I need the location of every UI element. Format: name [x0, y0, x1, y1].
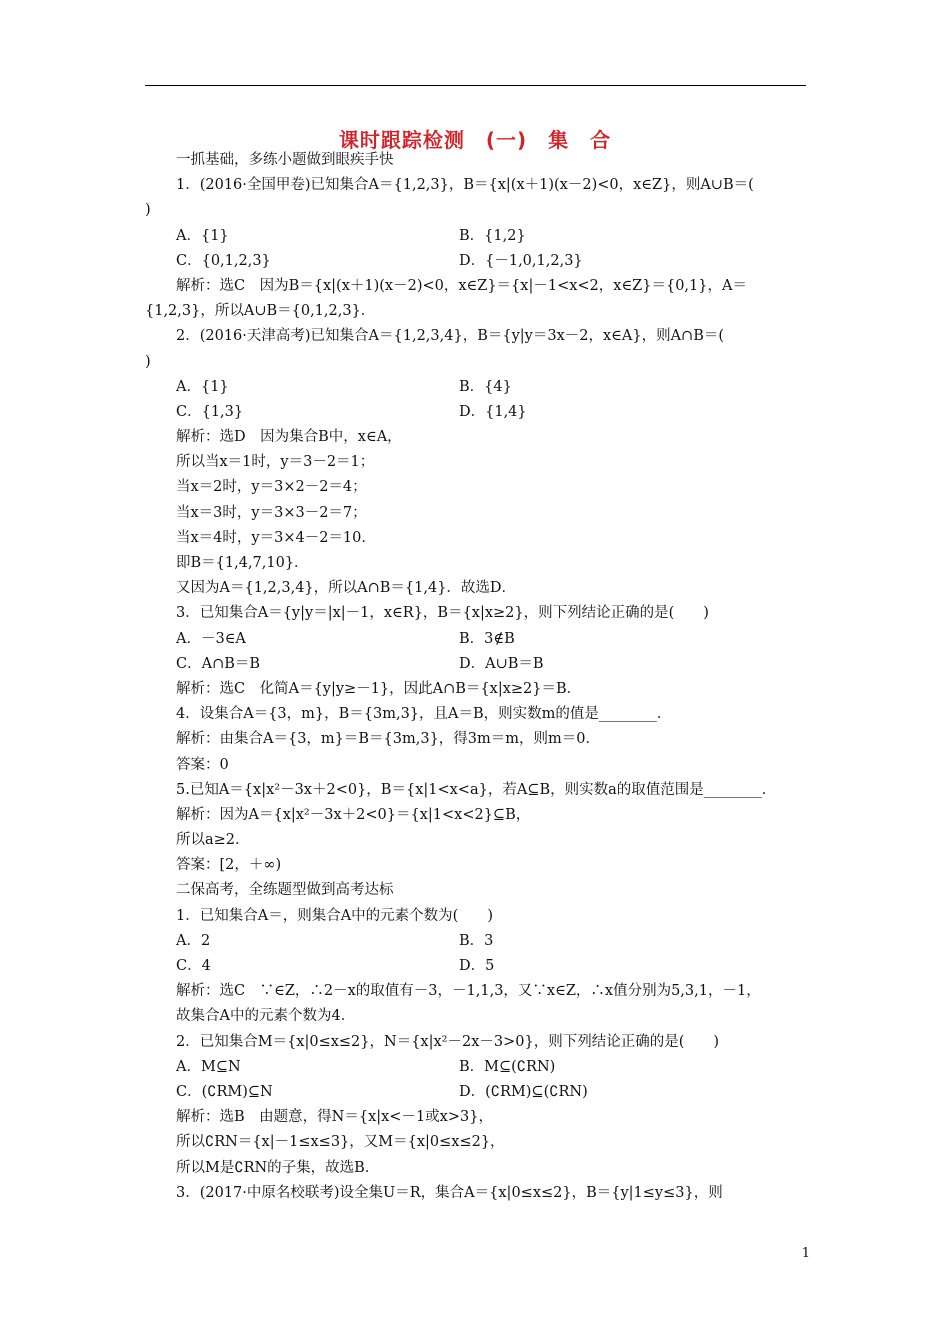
solution-text: 当x＝4时，y＝3×4－2＝10． — [176, 529, 376, 546]
solution-text: 所以M是∁RN的子集，故选B． — [176, 1159, 380, 1176]
header-rule — [145, 85, 806, 86]
solution-text: 解析：选B 由题意，得N＝{x|x<－1或x>3}， — [176, 1109, 493, 1126]
question-text: 2．(2016·天津高考)已知集合A＝{1,2,3,4}，B＝{y|y＝3x－2，x∈A}，则A∩B＝( — [176, 328, 725, 345]
option-row — [145, 954, 806, 979]
option-b: B．M⊆(∁RN) — [459, 1058, 556, 1075]
solution-text: 所以a≥2． — [176, 832, 250, 849]
option-b: B．3∉B — [459, 630, 515, 647]
option-d: D．A∪B＝B — [459, 655, 544, 672]
document-body — [145, 148, 806, 1206]
solution-text: 解析：选C ∵∈Z，∴2－x的取值有－3，－1,1,3，又∵x∈Z，∴x值分别为5,3,1，－1， — [176, 983, 761, 1000]
option-b: B．{4} — [459, 378, 512, 395]
option-d: D．{－1,0,1,2,3} — [459, 252, 583, 269]
option-row — [145, 1080, 806, 1105]
question-text: 4．设集合A＝{3，m}，B＝{3m,3}，且A＝B，则实数m的值是________． — [176, 706, 672, 723]
section-heading: 二保高考，全练题型做到高考达标 — [176, 882, 394, 899]
option-d: D．(∁RM)⊆(∁RN) — [459, 1083, 588, 1100]
solution-text: 当x＝3时，y＝3×3－2＝7； — [176, 504, 367, 521]
solution-text: 又因为A＝{1,2,3,4}，所以A∩B＝{1,4}．故选D． — [176, 580, 517, 597]
option-row — [145, 249, 806, 274]
solution-text: 当x＝2时，y＝3×2－2＝4； — [176, 479, 367, 496]
solution-text: 解析：因为A＝{x|x²－3x＋2<0}＝{x|1<x<2}⊆B， — [176, 806, 531, 823]
option-b: B．{1,2} — [459, 227, 526, 244]
question-text: 1．已知集合A＝，则集合A中的元素个数为( ) — [176, 907, 493, 924]
solution-text: 解析：选C 化简A＝{y|y≥－1}，因此A∩B＝{x|x≥2}＝B． — [176, 680, 582, 697]
question-text: ) — [145, 353, 151, 370]
solution-text: 即B＝{1,4,7,10}． — [176, 555, 309, 571]
solution-text: 解析：由集合A＝{3，m}＝B＝{3m,3}，得3m＝m，则m＝0． — [176, 731, 601, 748]
solution-text: 解析：选D 因为集合B中，x∈A， — [176, 429, 402, 446]
option-row — [145, 1055, 806, 1080]
answer-text: 答案：0 — [176, 756, 229, 773]
option-row — [145, 375, 806, 400]
solution-text: 解析：选C 因为B＝{x|(x＋1)(x－2)<0，x∈Z}＝{x|－1<x<2，x∈Z}＝{0,1}，A＝ — [176, 277, 747, 294]
option-c: C．{0,1,2,3} — [176, 252, 271, 269]
option-c: C．4 — [176, 958, 211, 974]
section-heading: 一抓基础，多练小题做到眼疾手快 — [176, 152, 394, 168]
option-a: A．{1} — [176, 378, 229, 395]
solution-text: 故集合A中的元素个数为4． — [176, 1008, 356, 1025]
option-b: B．3 — [459, 932, 494, 949]
option-c: C．{1,3} — [176, 403, 244, 420]
option-d: D．5 — [459, 958, 495, 974]
option-row — [145, 652, 806, 677]
page-title: 课时跟踪检测 (一) 集 合 — [338, 128, 612, 152]
option-c: C．A∩B＝B — [176, 655, 261, 672]
option-a: A．{1} — [176, 227, 229, 244]
option-row — [145, 627, 806, 652]
answer-text: 答案：[2，＋∞) — [176, 857, 282, 874]
solution-text: {1,2,3}，所以A∪B＝{0,1,2,3}． — [145, 303, 376, 320]
option-row — [145, 400, 806, 425]
question-text: 5.已知A＝{x|x²－3x＋2<0}，B＝{x|1<x<a}，若A⊆B，则实数a的取值范围是________． — [176, 781, 777, 798]
option-row — [145, 224, 806, 249]
solution-text: 所以当x＝1时，y＝3－2＝1； — [176, 454, 375, 471]
option-a: A．－3∈A — [176, 630, 246, 647]
option-a: A．2 — [176, 932, 211, 949]
question-text: 1．(2016·全国甲卷)已知集合A＝{1,2,3}，B＝{x|(x＋1)(x－2)<0，x∈Z}，则A∪B＝( — [176, 177, 754, 194]
solution-text: 所以∁RN＝{x|－1≤x≤3}，又M＝{x|0≤x≤2}， — [176, 1134, 505, 1151]
page-number: 1 — [801, 1246, 810, 1261]
question-text: 2．已知集合M＝{x|0≤x≤2}，N＝{x|x²－2x－3>0}，则下列结论正确的是( ) — [176, 1033, 720, 1050]
option-a: A．M⊆N — [176, 1058, 241, 1075]
question-text: ) — [145, 202, 151, 219]
option-c: C．(∁RM)⊆N — [176, 1083, 273, 1100]
question-text: 3．已知集合A＝{y|y＝|x|－1，x∈R}，B＝{x|x≥2}，则下列结论正确的是( ) — [176, 605, 709, 622]
option-d: D．{1,4} — [459, 403, 527, 420]
question-text: 3．(2017·中原名校联考)设全集U＝R，集合A＝{x|0≤x≤2}，B＝{y|1≤y≤3}，则 — [176, 1184, 723, 1201]
option-row — [145, 929, 806, 954]
